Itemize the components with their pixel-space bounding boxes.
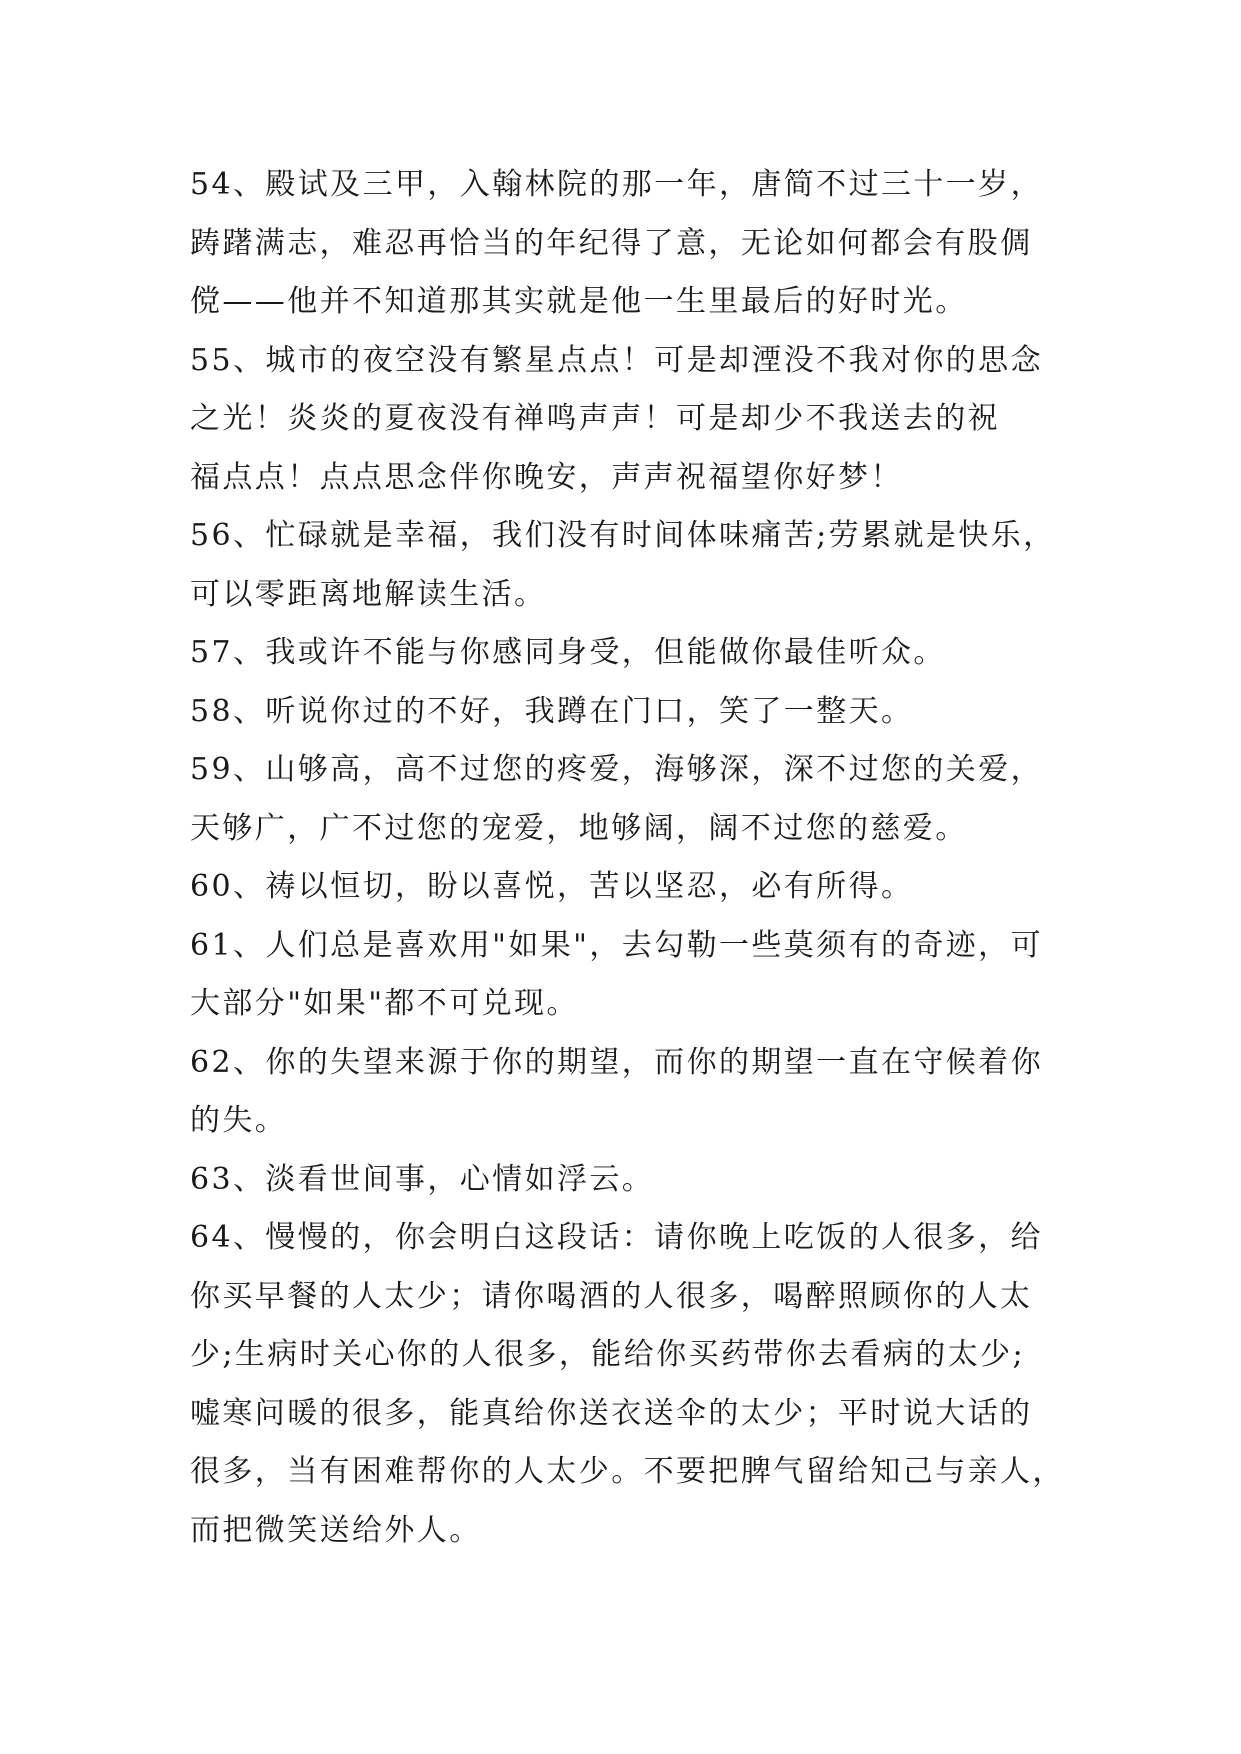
text-line: 63、淡看世间事，心情如浮云。 bbox=[190, 1161, 655, 1197]
text-line: 少;生病时关心你的人很多，能给你买药带你去看病的太少; bbox=[190, 1337, 1026, 1372]
text-line: 55、城市的夜空没有繁星点点！可是却湮没不我对你的思念 bbox=[190, 342, 1043, 378]
text-line: 福点点！点点思念伴你晚安，声声祝福望你好梦！ bbox=[190, 459, 903, 495]
text-line: 踌躇满志，难忍再恰当的年纪得了意，无论如何都会有股倜 bbox=[190, 225, 1033, 261]
text-line: 58、听说你过的不好，我蹲在门口，笑了一整天。 bbox=[190, 693, 914, 729]
text-line: 57、我或许不能与你感同身受，但能做你最佳听众。 bbox=[190, 635, 946, 670]
text-line: 可以零距离地解读生活。 bbox=[190, 576, 547, 612]
entry-61 bbox=[190, 917, 1070, 1034]
text-line: 60、祷以恒切，盼以喜悦，苦以坚忍，必有所得。 bbox=[190, 869, 914, 904]
text-line: 而把微笑送给外人。 bbox=[190, 1512, 482, 1548]
entry-63 bbox=[190, 1151, 1070, 1210]
text-line: 傥——他并不知道那其实就是他一生里最后的好时光。 bbox=[190, 284, 968, 319]
document-page bbox=[190, 156, 1070, 1560]
entry-54 bbox=[190, 156, 1070, 332]
text-line: 62、你的失望来源于你的期望，而你的期望一直在守候着你 bbox=[190, 1044, 1043, 1080]
entry-62 bbox=[190, 1034, 1070, 1151]
text-line: 59、山够高，高不过您的疼爱，海够深，深不过您的关爱， bbox=[190, 752, 1043, 787]
entry-59 bbox=[190, 741, 1070, 858]
text-line: 天够广，广不过您的宠爱，地够阔，阔不过您的慈爱。 bbox=[190, 810, 968, 846]
entry-57 bbox=[190, 624, 1070, 683]
text-line: 很多，当有困难帮你的人太少。不要把脾气留给知己与亲人， bbox=[190, 1454, 1065, 1489]
text-line: 嘘寒问暖的很多，能真给你送衣送伞的太少；平时说大话的 bbox=[190, 1395, 1033, 1431]
text-line: 的失。 bbox=[190, 1103, 288, 1138]
entry-55 bbox=[190, 332, 1070, 508]
entry-64 bbox=[190, 1209, 1070, 1560]
text-line: 之光！炎炎的夏夜没有禅鸣声声！可是却少不我送去的祝 bbox=[190, 401, 1000, 436]
entry-60 bbox=[190, 858, 1070, 917]
text-line: 64、慢慢的，你会明白这段话：请你晚上吃饭的人很多，给 bbox=[190, 1220, 1043, 1255]
text-line: 61、人们总是喜欢用"如果"，去勾勒一些莫须有的奇迹，可 bbox=[190, 927, 1043, 963]
text-line: 56、忙碌就是幸福，我们没有时间体味痛苦;劳累就是快乐， bbox=[190, 518, 1056, 553]
entry-56 bbox=[190, 507, 1070, 624]
text-line: 大部分"如果"都不可兑现。 bbox=[190, 986, 579, 1021]
entry-58 bbox=[190, 683, 1070, 742]
text-line: 你买早餐的人太少；请你喝酒的人很多，喝醉照顾你的人太 bbox=[190, 1278, 1033, 1314]
text-line: 54、殿试及三甲，入翰林院的那一年，唐简不过三十一岁， bbox=[190, 167, 1043, 202]
